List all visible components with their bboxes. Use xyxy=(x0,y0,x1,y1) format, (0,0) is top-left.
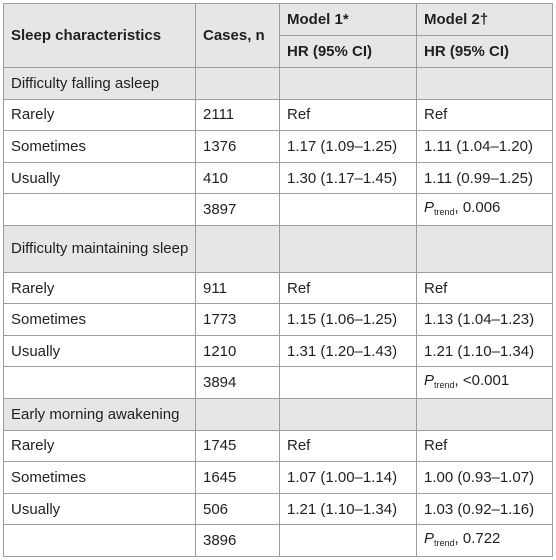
row-cases: 506 xyxy=(196,493,280,525)
table-row xyxy=(4,335,553,367)
row-model-2-hr: 1.11 (1.04–1.20) xyxy=(417,131,553,163)
table-row xyxy=(4,272,553,304)
row-label: Sometimes xyxy=(4,462,196,494)
table-row xyxy=(4,304,553,336)
table-row xyxy=(4,99,553,131)
section-header-row xyxy=(4,225,553,272)
total-cases: 3896 xyxy=(196,525,280,557)
section-header-row xyxy=(4,399,553,431)
p-trend xyxy=(417,525,553,557)
row-model-1-hr: 1.07 (1.00–1.14) xyxy=(280,462,417,494)
p-symbol: P xyxy=(424,529,435,547)
total-cases: 3894 xyxy=(196,367,280,399)
header-hr-model-2: HR (95% CI) xyxy=(417,35,553,68)
header-hr-model-1: HR (95% CI) xyxy=(280,35,417,68)
header-model-1: Model 1* xyxy=(280,4,417,36)
row-label: Rarely xyxy=(4,272,196,304)
row-model-1-hr: 1.30 (1.17–1.45) xyxy=(280,162,417,194)
row-cases: 1645 xyxy=(196,462,280,494)
row-cases: 410 xyxy=(196,162,280,194)
p-subscript: trend xyxy=(434,206,455,217)
p-subscript: trend xyxy=(434,537,455,548)
total-row xyxy=(4,194,553,226)
row-model-1-hr: Ref xyxy=(280,272,417,304)
row-label: Usually xyxy=(4,162,196,194)
total-cases: 3897 xyxy=(196,194,280,226)
row-model-2-hr: Ref xyxy=(417,99,553,131)
total-row xyxy=(4,367,553,399)
section-title: Early morning awakening xyxy=(4,399,196,431)
p-trend xyxy=(417,367,553,399)
row-model-1-hr: 1.31 (1.20–1.43) xyxy=(280,335,417,367)
row-label: Usually xyxy=(4,335,196,367)
row-model-2-hr: Ref xyxy=(417,272,553,304)
row-cases: 1745 xyxy=(196,430,280,462)
table-row xyxy=(4,162,553,194)
row-model-1-hr: 1.21 (1.10–1.34) xyxy=(280,493,417,525)
section-title: Difficulty falling asleep xyxy=(4,68,196,100)
total-row xyxy=(4,525,553,557)
table-row xyxy=(4,430,553,462)
section-title: Difficulty maintaining sleep xyxy=(4,225,196,272)
table-row xyxy=(4,462,553,494)
row-cases: 1376 xyxy=(196,131,280,163)
row-label: Rarely xyxy=(4,430,196,462)
header-sleep-characteristics: Sleep characteristics xyxy=(4,4,196,68)
row-cases: 911 xyxy=(196,272,280,304)
table-row xyxy=(4,131,553,163)
row-model-2-hr: 1.13 (1.04–1.23) xyxy=(417,304,553,336)
row-cases: 1210 xyxy=(196,335,280,367)
row-label: Sometimes xyxy=(4,304,196,336)
p-trend xyxy=(417,194,553,226)
row-label: Sometimes xyxy=(4,131,196,163)
row-cases: 1773 xyxy=(196,304,280,336)
header-row-top xyxy=(4,4,553,36)
row-model-1-hr: Ref xyxy=(280,430,417,462)
row-model-1-hr: Ref xyxy=(280,99,417,131)
p-symbol: P xyxy=(424,371,435,389)
section-header-row xyxy=(4,68,553,100)
row-model-2-hr: 1.21 (1.10–1.34) xyxy=(417,335,553,367)
row-label: Rarely xyxy=(4,99,196,131)
table-row xyxy=(4,493,553,525)
row-model-1-hr: 1.15 (1.06–1.25) xyxy=(280,304,417,336)
row-model-2-hr: 1.03 (0.92–1.16) xyxy=(417,493,553,525)
p-value: , 0.006 xyxy=(454,198,501,216)
header-cases: Cases, n xyxy=(196,4,280,68)
row-model-1-hr: 1.17 (1.09–1.25) xyxy=(280,131,417,163)
header-model-2: Model 2† xyxy=(417,4,553,36)
p-value: , <0.001 xyxy=(454,371,510,389)
p-symbol: P xyxy=(424,198,435,216)
sleep-hazard-table xyxy=(3,3,553,557)
row-model-2-hr: Ref xyxy=(417,430,553,462)
row-model-2-hr: 1.11 (0.99–1.25) xyxy=(417,162,553,194)
row-cases: 2111 xyxy=(196,99,280,131)
p-subscript: trend xyxy=(434,379,455,390)
row-model-2-hr: 1.00 (0.93–1.07) xyxy=(417,462,553,494)
row-label: Usually xyxy=(4,493,196,525)
p-value: , 0.722 xyxy=(454,529,501,547)
